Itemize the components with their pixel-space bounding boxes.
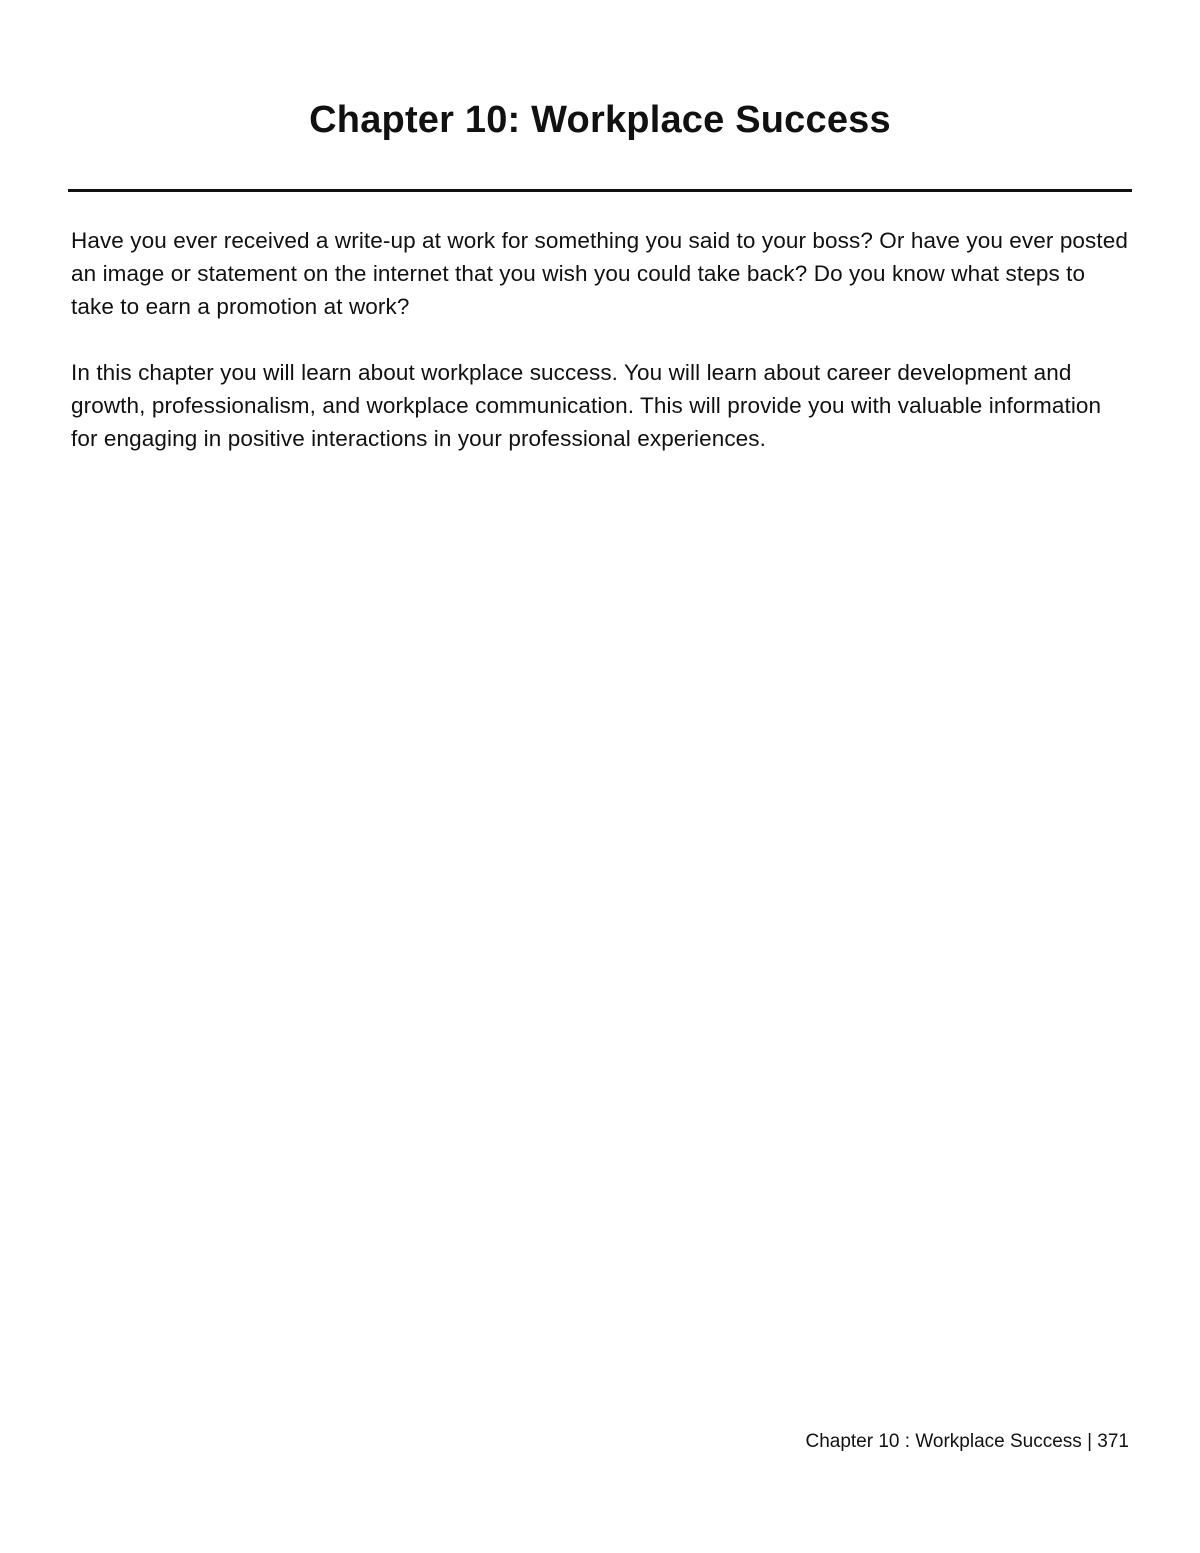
chapter-title: Chapter 10: Workplace Success <box>309 99 891 141</box>
chapter-overview-paragraph: In this chapter you will learn about workplace success. You will learn about career development and growth, professionalism, and workplace communication. This will provide you with valuable information for engaging in positive interactions in your professional experiences. <box>71 360 1102 451</box>
title-divider <box>68 189 1132 192</box>
intro-paragraph: Have you ever received a write-up at work for something you said to your boss? Or have you ever posted an image or statement on the internet that you wish you could take back? Do you know what steps to take to earn a promotion at work? <box>71 228 1128 319</box>
page-footer: Chapter 10 : Workplace Success | 371 <box>805 1431 1129 1452</box>
